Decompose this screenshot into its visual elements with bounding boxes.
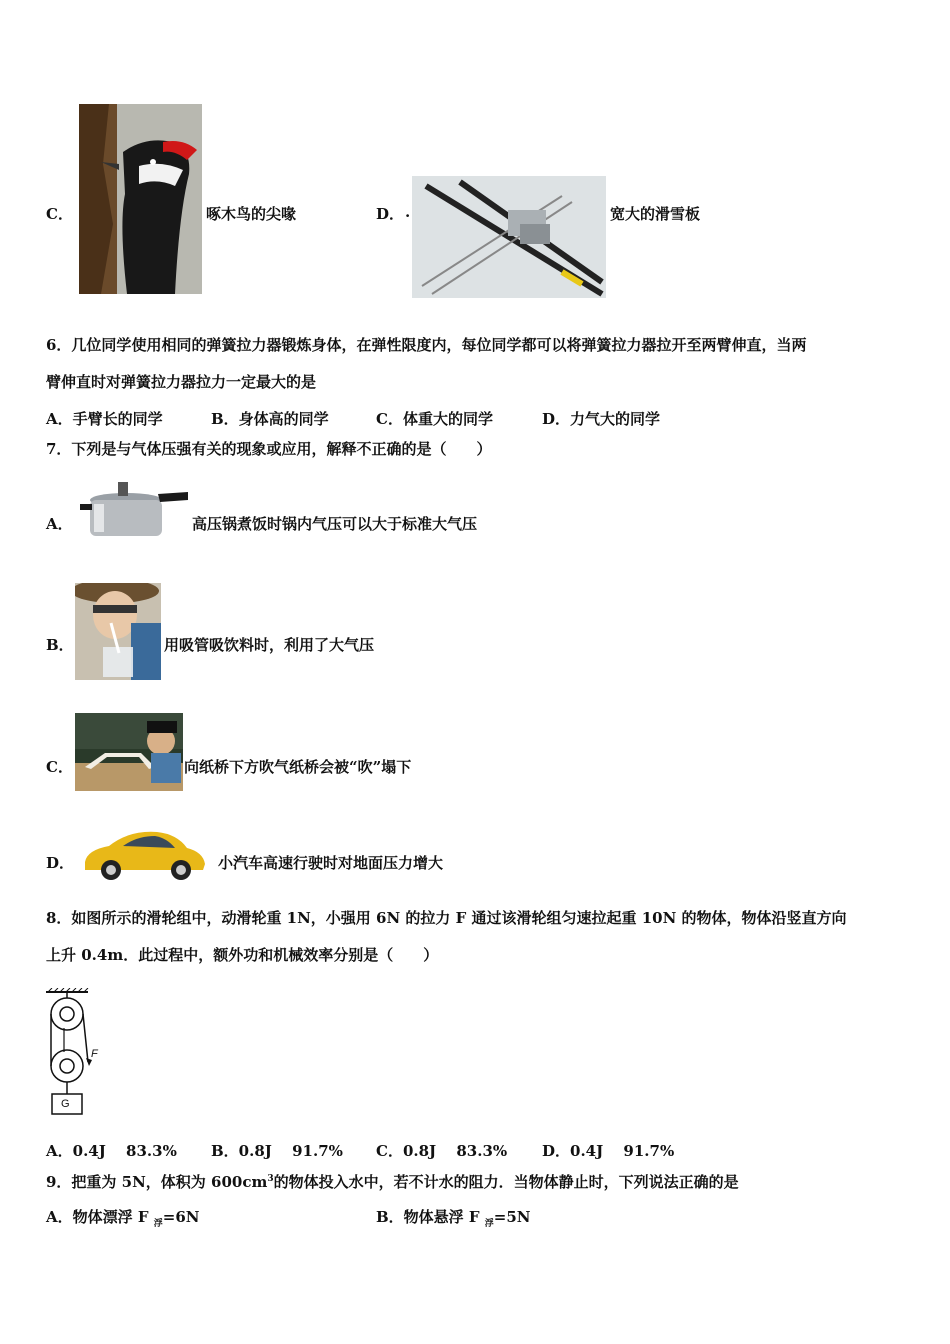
straw-drinking-image — [75, 583, 161, 680]
q7-option-a-text: 高压锅煮饭时锅内气压可以大于标准大气压 — [192, 515, 478, 533]
q5-option-d-letter: D． — [376, 205, 405, 223]
pulley-weight-label: G — [61, 1098, 70, 1110]
q6-option-c: C．体重大的同学 — [376, 410, 493, 428]
pulley-force-label: F — [91, 1048, 98, 1060]
q5-option-d-text: 宽大的滑雪板 — [610, 205, 701, 223]
q5-option-d-dot: . — [405, 203, 411, 221]
q8-option-b: B．0.8J 91.7% — [211, 1142, 343, 1160]
q7-stem: 7．下列是与气体压强有关的现象或应用，解释不正确的是（ ） — [46, 440, 492, 458]
q5-option-c-text: 啄木鸟的尖喙 — [206, 205, 297, 223]
q7-option-b-letter: B． — [46, 636, 74, 654]
q8-option-a: A．0.4J 83.3% — [46, 1142, 177, 1160]
q8-stem-line1: 8．如图所示的滑轮组中，动滑轮重 1N，小强用 6N 的拉力 F 通过该滑轮组匀速拉起重 10N 的物体，物体沿竖直方向 — [46, 909, 847, 927]
q9-stem: 9．把重为 5N，体积为 $600cm^3$的物体投入水中，若不计水的阻力．当物体静止时，下列说法正确的是 — [46, 1173, 739, 1191]
q7-option-d-text: 小汽车高速行驶时对地面压力增大 — [218, 854, 444, 872]
q7-option-c-letter: C． — [46, 758, 73, 776]
q5-option-c-letter: C． — [46, 205, 73, 223]
q6-stem-line2: 臂伸直时对弹簧拉力器拉力一定最大的是 — [46, 373, 317, 391]
q8-stem-line2: 上升 0.4m．此过程中，额外功和机械效率分别是（ ） — [46, 946, 439, 964]
woodpecker-image — [79, 104, 202, 294]
q9-option-a: A．物体漂浮 F $_浮$=6N — [46, 1208, 200, 1229]
q8-option-d: D．0.4J 91.7% — [542, 1142, 675, 1160]
q7-option-d-letter: D． — [46, 854, 75, 872]
pulley-figure — [42, 988, 106, 1118]
ski-image — [412, 176, 606, 298]
q7-option-a-letter: A． — [46, 515, 73, 533]
q9-option-b: B．物体悬浮 F $_浮$=5N — [376, 1208, 531, 1229]
pressure-cooker-image — [78, 476, 190, 542]
paper-bridge-image — [75, 713, 183, 791]
q8-option-c: C．0.8J 83.3% — [376, 1142, 508, 1160]
q6-option-b: B．身体高的同学 — [211, 410, 329, 428]
q6-option-a: A．手臂长的同学 — [46, 410, 163, 428]
q6-stem-line1: 6．几位同学使用相同的弹簧拉力器锻炼身体，在弹性限度内，每位同学都可以将弹簧拉力器拉开至两臂伸直，当两 — [46, 336, 807, 354]
q7-option-c-text: 向纸桥下方吹气纸桥会被“吹”塌下 — [184, 758, 412, 776]
car-image — [79, 826, 209, 882]
q7-option-b-text: 用吸管吸饮料时，利用了大气压 — [164, 636, 375, 654]
q6-option-d: D．力气大的同学 — [542, 410, 661, 428]
